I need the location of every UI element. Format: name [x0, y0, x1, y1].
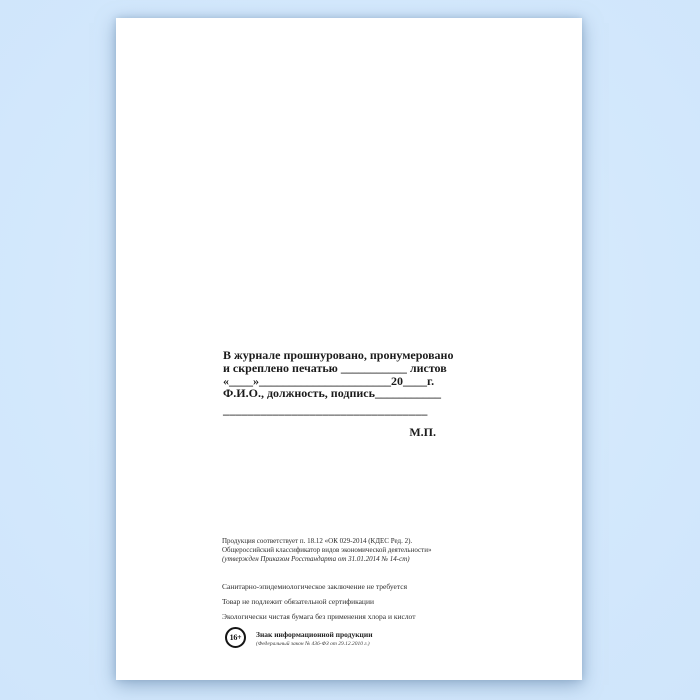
note-sanitary: Санитарно-эпидемиологическое заключение не требуется	[222, 582, 408, 591]
age-mark-title: Знак информационной продукции	[256, 630, 373, 639]
age-16plus-icon: 16+	[225, 627, 246, 648]
journal-back-page	[116, 18, 582, 680]
age-mark-law: (Федеральный закон № 436-ФЗ от 29.12.2010 г.)	[256, 641, 370, 647]
stamp-place-label: М.П.	[409, 424, 436, 439]
note-eco-paper: Экологически чистая бумага без применения хлора и кислот	[222, 612, 416, 621]
note-certification: Товар не подлежит обязательной сертификации	[222, 597, 374, 606]
age-mark-text	[256, 627, 373, 647]
classifier-line-2: Общероссийский классификатор видов экономической деятельности»	[222, 546, 432, 554]
cert-line-1: В журнале прошнуровано, пронумеровано	[223, 348, 454, 362]
cert-signature-line: _________________________________	[223, 403, 428, 418]
classifier-block	[222, 537, 452, 564]
classifier-line-1: Продукция соответствует п. 18.12 «ОК 029-2014 (КДЕС Ред. 2).	[222, 537, 413, 545]
cert-line-2: и скреплено печатью ___________ листов	[223, 360, 447, 375]
classifier-line-3: (утвержден Приказом Росстандарта от 31.01.2014 № 14-ст)	[222, 555, 410, 563]
age-mark-row	[225, 627, 373, 648]
certification-block	[223, 348, 454, 439]
cert-line-3: «____»______________________20____г.	[223, 373, 435, 388]
cert-line-4: Ф.И.О., должность, подпись___________	[223, 386, 441, 401]
